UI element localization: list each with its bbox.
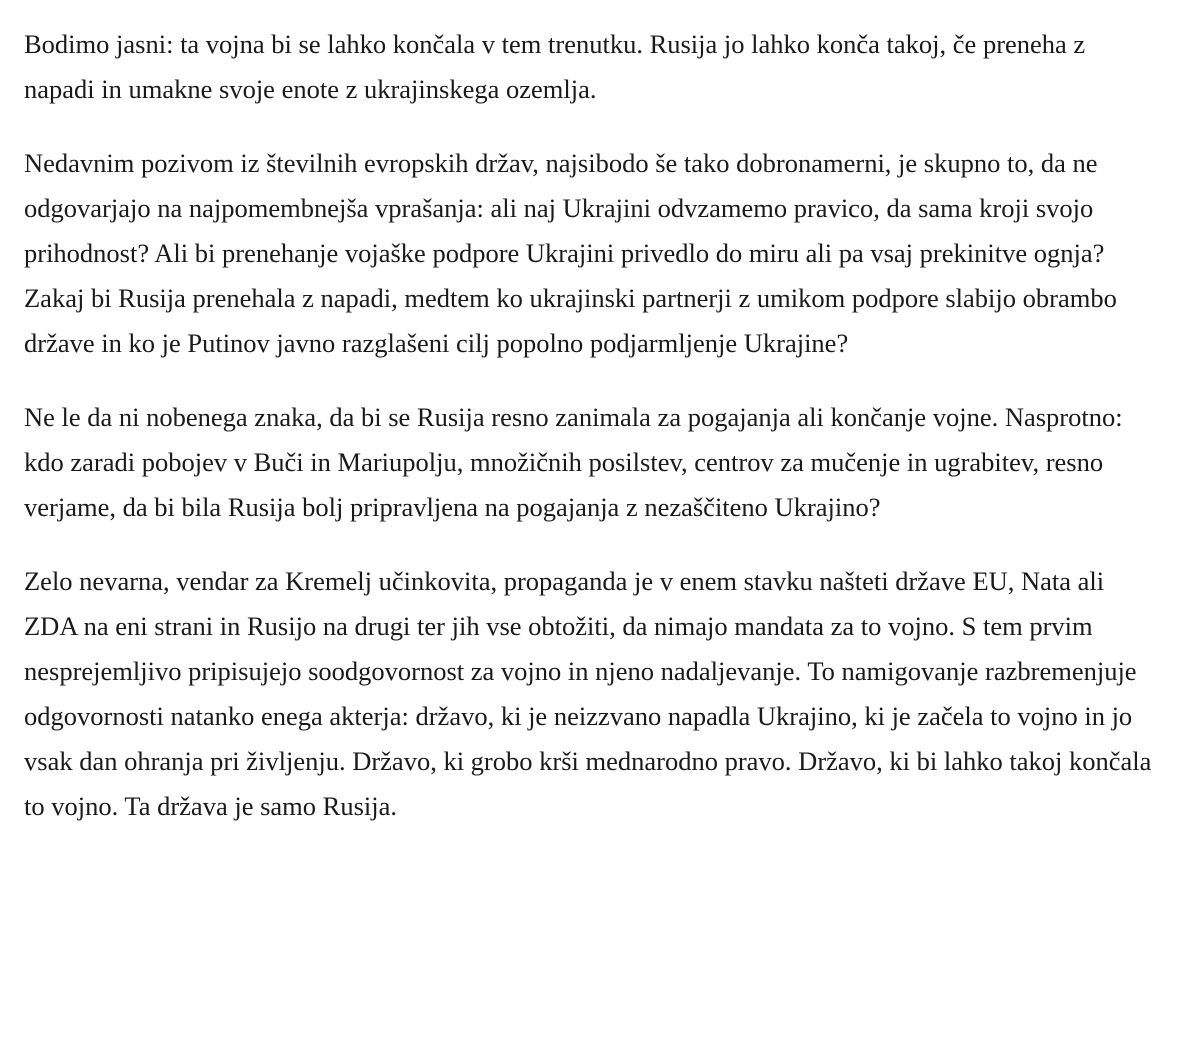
paragraph-1: Bodimo jasni: ta vojna bi se lahko končala v tem trenutku. Rusija jo lahko konča takoj, če preneha z napadi in umakne svoje enote z ukrajinskega ozemlja. <box>24 29 1086 104</box>
paragraph-3: Ne le da ni nobenega znaka, da bi se Rusija resno zanimala za pogajanja ali končanje vojne. Nasprotno: kdo zaradi pobojev v Buči in Mariupolju, množičnih posilstev, centrov za mučenje in ugrabitev, resno verjame, da bi bila Rusija bolj pripravljena na pogajanja z nezaščiteno Ukrajino? <box>24 402 1123 522</box>
paragraph-2: Nedavnim pozivom iz številnih evropskih držav, najsibodo še tako dobronamerni, je skupno to, da ne odgovarjajo na najpomembnejša vprašanja: ali naj Ukrajini odvzamemo pravico, da sama kroji svojo prihodnost? Ali bi prenehanje vojaške podpore Ukrajini privedlo do miru ali pa vsaj prekinitve ognja? Zakaj bi Rusija prenehala z napadi, medtem ko ukrajinski partnerji z umikom podpore slabijo obrambo države in ko je Putinov javno razglašeni cilj popolno podjarmljenje Ukrajine? <box>24 148 1117 358</box>
paragraph-4: Zelo nevarna, vendar za Kremelj učinkovita, propaganda je v enem stavku našteti države EU, Nata ali ZDA na eni strani in Rusijo na drugi ter jih vse obtožiti, da nimajo mandata za to vojno. S tem prvim nesprejemljivo pripisujejo soodgovornost za vojno in njeno nadaljevanje. To namigovanje razbremenjuje odgovornosti natanko enega akterja: državo, ki je neizzvano napadla Ukrajino, ki je začela to vojno in jo vsak dan ohranja pri življenju. Državo, ki grobo krši mednarodno pravo. Državo, ki bi lahko takoj končala to vojno. Ta država je samo Rusija. <box>24 566 1152 821</box>
